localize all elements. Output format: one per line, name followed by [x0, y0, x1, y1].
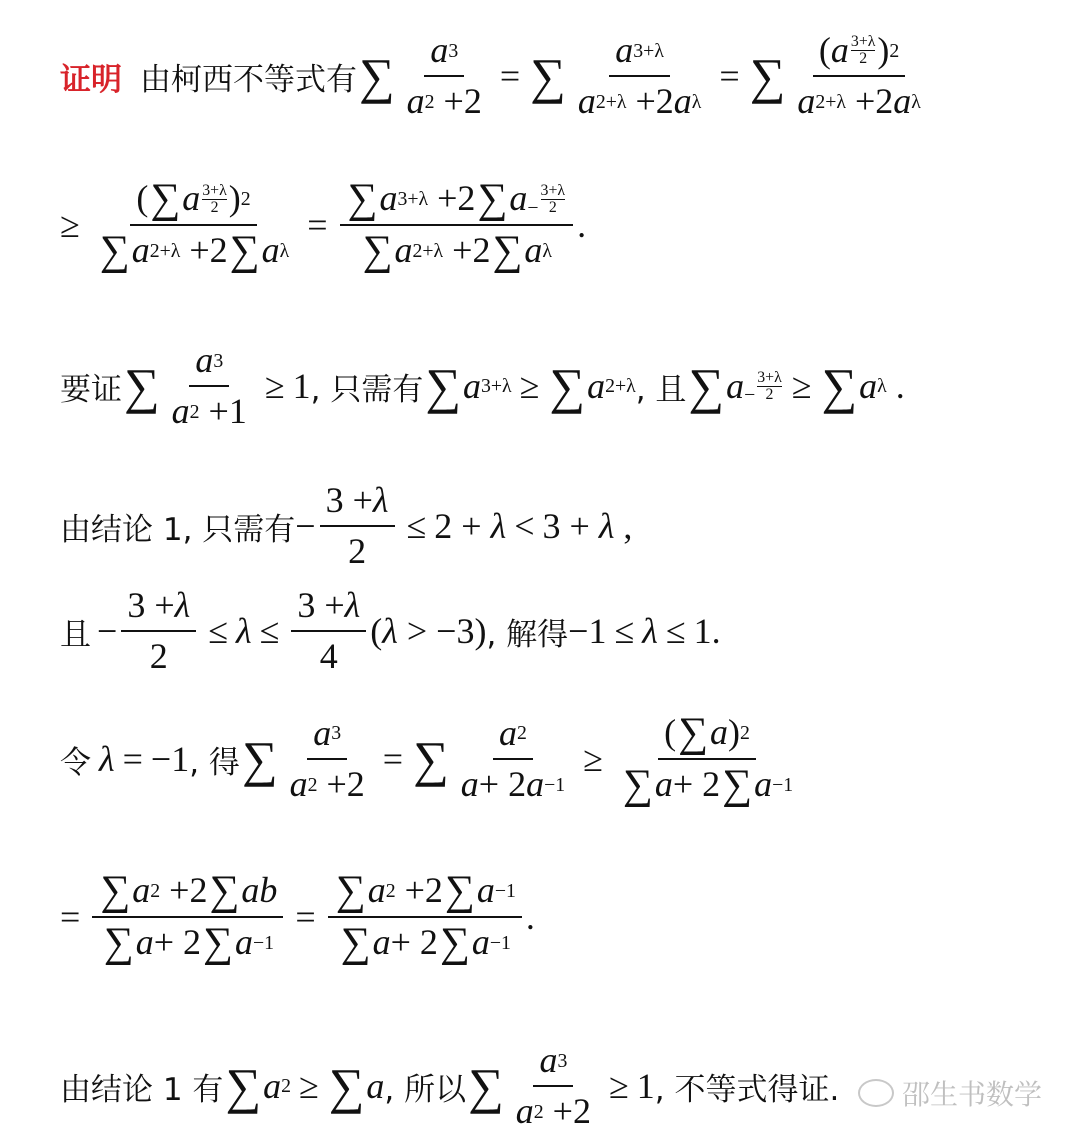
conclusion1-has-text: 由结论 1 有: [60, 1071, 224, 1108]
formula-5b: −1 ≤ λ ≤ 1.: [568, 611, 721, 652]
proof-line-1: [60, 30, 931, 123]
and-text-2: 且: [60, 616, 91, 653]
formula-8: ∑ a 3 a 2 +2 ≥ 1: [468, 1040, 655, 1132]
formula-5: − 3 + λ 2 ≤ λ ≤ 3 + λ 4 (λ > −3): [97, 585, 487, 677]
formula-8a: ∑ a 2 ≥ ∑ a: [225, 1058, 385, 1115]
proof-line-5: [60, 585, 721, 678]
proof-label: 证明: [60, 61, 122, 98]
qed-text: , 不等式得证.: [654, 1071, 840, 1108]
proof-line-3: [60, 340, 905, 433]
only-need-text: , 只需有: [310, 371, 424, 408]
formula-2: ≥ ( ∑ a $\frac{3+\lambda}{2}$ ) 2 ∑ a 2+λ +2 ∑ a λ = ∑ a 3+λ +2 ∑ a − $\frac{3+\lambda}{2}$ ∑ a 2+λ +2 ∑ a λ .: [60, 176, 587, 274]
watermark-text: 邵生书数学: [901, 1078, 1042, 1111]
formula-3b: ∑ a 3+λ ≥ ∑ a 2+λ: [425, 358, 636, 415]
and-text: , 且: [635, 371, 687, 408]
let-text: 令: [60, 744, 91, 781]
formula-1: ∑ a 3 a 2 +2 = ∑ a 3+λ a 2+λ +2 a λ = ∑ ( a $\frac{3+\lambda}{2}$ ) 2 a 2+λ +2 a λ: [359, 30, 921, 122]
conclusion1-text: 由结论 1, 只需有: [60, 511, 296, 548]
proof-line-7: [60, 870, 535, 964]
formula-4: − 3 + λ 2 ≤ 2 + λ < 3 + λ ,: [295, 480, 633, 572]
solve-text: , 解得: [486, 616, 569, 653]
formula-7: = ∑ a 2 +2 ∑ ab ∑ a + 2 ∑ a −1 = ∑ a 2 +2 ∑ a −1 ∑ a + 2 ∑ a −1 .: [60, 868, 535, 966]
proof-line-4: [60, 480, 632, 573]
get-text: , 得: [189, 744, 240, 781]
formula-3: ∑ a 3 a 2 +1 ≥ 1: [124, 340, 311, 432]
proof-line-2: [60, 178, 586, 272]
watermark: [858, 1073, 1042, 1113]
formula-6: ∑ a 3 a 2 +2 = ∑ a 2 a + 2 a −1 ≥ ( ∑ a ) 2 ∑ a + 2 ∑ a −1: [241, 710, 794, 808]
wechat-icon: [858, 1079, 894, 1107]
formula-3c: ∑ a − $\frac{3+\lambda}{2}$ ≥ ∑ a λ .: [688, 358, 905, 415]
to-prove-text: 要证: [60, 371, 122, 408]
formula-6a: λ = −1: [99, 739, 190, 779]
proof-line-8: [60, 1040, 839, 1133]
proof-line-6: [60, 712, 803, 806]
therefore-text: , 所以: [384, 1071, 467, 1108]
cauchy-text: 由柯西不等式有: [140, 61, 357, 98]
